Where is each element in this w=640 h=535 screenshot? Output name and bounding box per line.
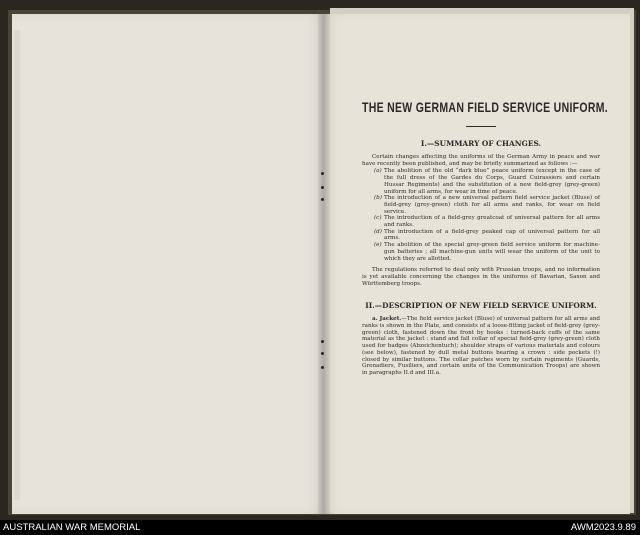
footer-credit: AUSTRALIAN WAR MEMORIAL xyxy=(3,522,141,533)
stitch-hole xyxy=(321,366,324,369)
title-rule xyxy=(466,126,496,127)
list-item: (c) The introduction of a field-grey greatcoat of universal pattern for all arms and ranks. xyxy=(374,215,600,229)
summary-closing: The regulations referred to deal only with Prussian troops, and no information is yet available concerning the changes in the uniforms of Bavarian, Saxon and Württemberg troops. xyxy=(362,267,600,287)
left-page xyxy=(12,14,324,514)
stitch-hole xyxy=(321,340,324,343)
stitch-hole xyxy=(321,352,324,355)
stitch-hole xyxy=(321,172,324,175)
page-content xyxy=(362,100,608,377)
list-item: (b) The introduction of a new universal pattern field service jacket (Bluse) of field-grey (grey-green) cloth for all arms and ranks, for wear on field service. xyxy=(374,195,600,215)
list-item: (e) The abolition of the special grey-green field service uniform for machine-gun batteries ; all machine-gun units will wear the uniform of the unit to which they are allotted. xyxy=(374,242,600,262)
book-gutter xyxy=(318,14,330,514)
list-item: (d) The introduction of a field-grey peaked cap of universal pattern for all arms. xyxy=(374,228,600,242)
stitch-hole xyxy=(321,186,324,189)
document-title: THE NEW GERMAN FIELD SERVICE UNIFORM. xyxy=(362,100,608,117)
section-heading-description: II.—DESCRIPTION OF NEW FIELD SERVICE UNIFORM. xyxy=(365,301,597,311)
list-item: (a) The abolition of the old “dark blue” peace uniform (except in the case of the full dress of the Gardes du Corps, Guard Cuirassiers and certain Hussar Regiments) and the substitution of a new field-grey (grey-green) uniform for all arms, for wear in time of peace. xyxy=(374,168,600,195)
jacket-label: a. Jacket. xyxy=(372,316,402,323)
changes-list xyxy=(362,168,600,262)
left-page-edge xyxy=(14,30,20,500)
jacket-text: —The field service jacket (Bluse) of universal pattern for all arms and ranks is shown in the Plate, and consists of a loose-fitting jacket of field-grey (grey-green) cloth, fastened down the front by hooks : turned-back cuffs of the same material as the jacket : stand and fall collar of special field-grey (grey-green) cloth used for badges (Abzeichentuch); shoulder straps of various materials and colours (see below), fastened by dull metal buttons bearing a crown : side pockets (!) closed by similar buttons. The collar patches worn by certain regiments (Guards, Grenadiers, Fusiliers, and certain units of the Communication Troops) are shown in paragraphs II.d and III.a. xyxy=(362,316,601,376)
footer-accession-number: AWM2023.9.89 xyxy=(570,522,636,533)
summary-intro: Certain changes affecting the uniforms of the German Army in peace and war have recently been published, and may be briefly summarized as follows :— xyxy=(362,154,600,167)
section-heading-summary: I.—SUMMARY OF CHANGES. xyxy=(420,139,542,148)
footer-bar xyxy=(0,520,640,535)
stitch-hole xyxy=(321,198,324,201)
jacket-paragraph xyxy=(362,316,600,376)
